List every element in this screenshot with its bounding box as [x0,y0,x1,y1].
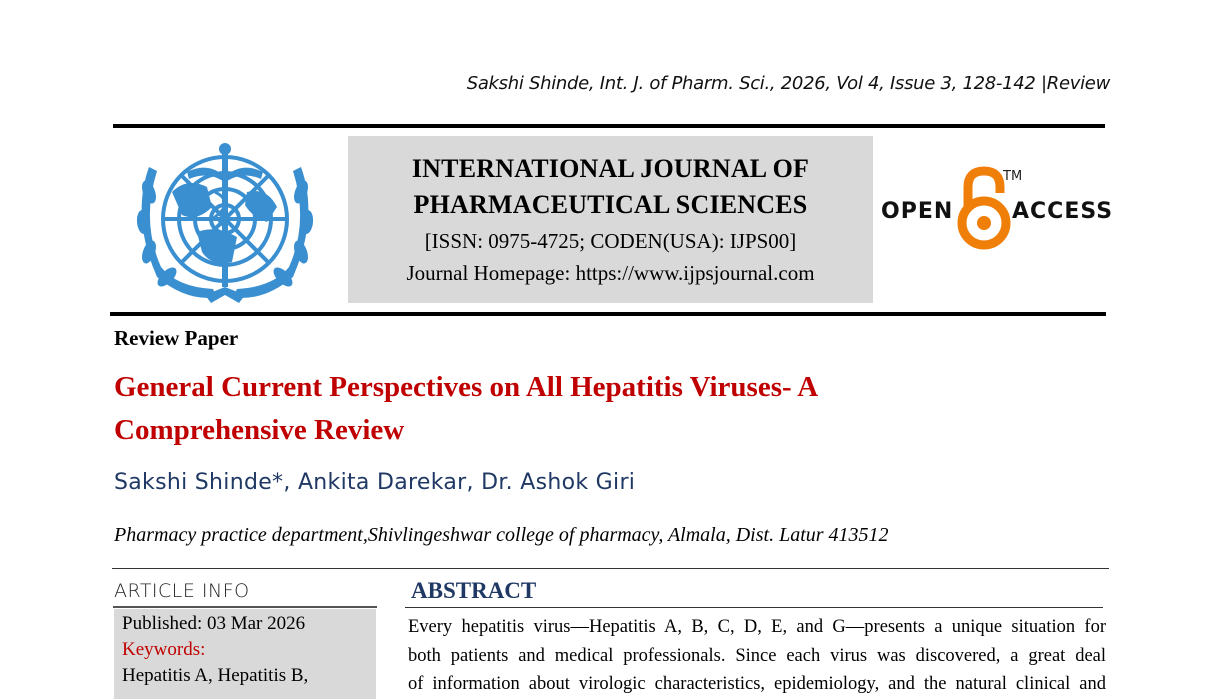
journal-title-line2: PHARMACEUTICAL SCIENCES [413,190,808,219]
abstract-line: both patients and medical professionals. Since each virus was discovered, a great deal [408,645,1106,666]
open-access-logo [880,165,1114,255]
author-affiliation: Pharmacy practice department,Shivlingeshwar college of pharmacy, Almala, Dist. Latur 413512 [114,524,889,546]
article-info-heading: ARTICLE INFO [114,580,250,602]
journal-issn: [ISSN: 0975-4725; CODEN(USA): IJPS00] [424,229,797,253]
open-access-access-text: ACCESS [1012,199,1114,224]
citation-header: Sakshi Shinde, Int. J. of Pharm. Sci., 2026, Vol 4, Issue 3, 128-142 |Review [466,73,1110,94]
top-divider [113,124,1105,128]
section-divider [112,568,1109,569]
article-info-box [114,609,376,699]
masthead-divider [110,312,1106,316]
abstract-underline [405,607,1103,608]
abstract-heading: ABSTRACT [411,578,537,603]
keywords-list: Hepatitis A, Hepatitis B, [122,665,309,686]
abstract-line: Every hepatitis virus—Hepatitis A, B, C, D, E, and G—presents a unique situation for [408,617,1106,637]
abstract-text [408,613,1106,699]
keywords-label: Keywords: [122,639,206,660]
journal-masthead [348,136,873,303]
paper-type-label: Review Paper [114,326,239,350]
abstract-line: of information about virologic characteristics, epidemiology, and the natural clinical and [408,674,1106,694]
article-title: General Current Perspectives on All Hepatitis Viruses- A Comprehensive Review [114,371,817,446]
open-access-open-text: OPEN [881,199,954,224]
trademark-mark: TM [1003,169,1023,184]
journal-homepage: Journal Homepage: https://www.ijpsjournal.com [406,261,815,285]
published-date: Published: 03 Mar 2026 [122,613,306,634]
who-emblem-icon [127,137,323,305]
journal-title-line1: INTERNATIONAL JOURNAL OF [411,154,810,183]
author-list: Sakshi Shinde*, Ankita Darekar, Dr. Ashok Giri [114,470,636,495]
article-info-underline [113,606,377,608]
